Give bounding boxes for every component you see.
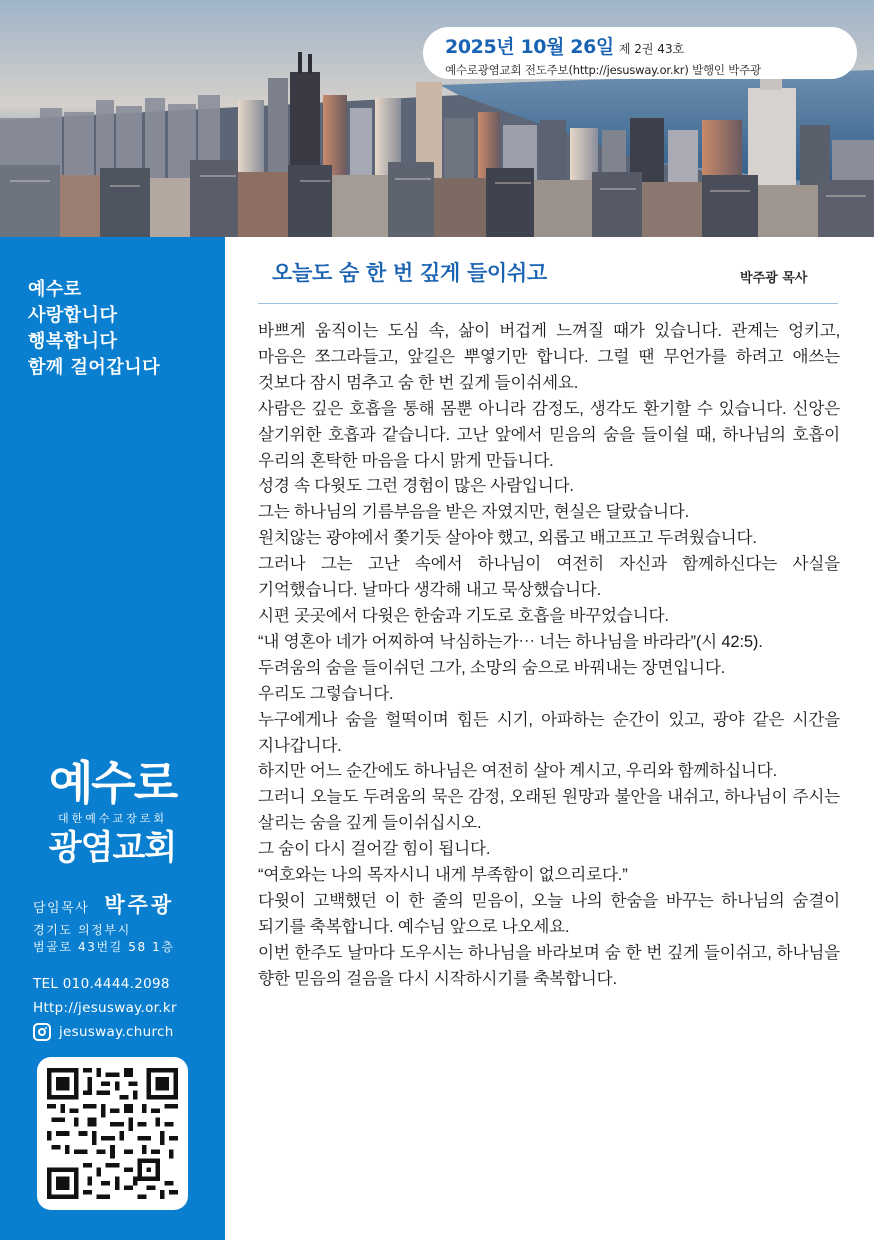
article-paragraph: 그는 하나님의 기름부음을 받은 자였지만, 현실은 달랐습니다. (258, 502, 690, 522)
slogan (28, 277, 160, 381)
article-body (258, 318, 840, 992)
slogan-line: 행복합니다 (28, 331, 118, 352)
qr-code-icon (47, 1068, 178, 1199)
church-logo (20, 757, 205, 869)
article-paragraph: 그러나 그는 고난 속에서 하나님이 여전히 자신과 함께하신다는 사실을 기억했습니다. 날마다 생각해 내고 묵상했습니다. (258, 554, 840, 600)
issue-date: 2025년 10월 26일 (445, 36, 614, 58)
pastor-label: 담임목사 (33, 901, 90, 916)
instagram-icon (33, 1023, 51, 1041)
header-photo (0, 0, 874, 237)
article-paragraph: 원치않는 광야에서 쫓기듯 살아야 했고, 외롭고 배고프고 두려웠습니다. (258, 528, 757, 548)
website-link[interactable]: Http://jesusway.or.kr (33, 1000, 177, 1016)
article-paragraph: 우리도 그렇습니다. (258, 683, 394, 703)
church-address (33, 922, 175, 956)
article-paragraph: 누구에게나 숨을 헐떡이며 힘든 시기, 아파하는 순간이 있고, 광야 같은 시간을 지나갑니다. (258, 709, 840, 755)
article-paragraph: “여호와는 나의 목자시니 내게 부족함이 없으리로다.” (258, 865, 628, 885)
header-info-pill (423, 27, 857, 79)
slogan-line: 예수로 (28, 279, 82, 300)
article-paragraph: 하지만 어느 순간에도 하나님은 여전히 살아 계시고, 우리와 함께하십니다. (258, 761, 777, 781)
article-paragraph: 그러니 오늘도 두려움의 묵은 감정, 오래된 원망과 불안을 내쉬고, 하나님이 주시는 살리는 숨을 깊게 들이쉬십시오. (258, 787, 840, 833)
slogan-line: 사랑합니다 (28, 305, 118, 326)
slogan-line: 함께 걸어갑니다 (28, 357, 160, 378)
address-line: 경기도 의정부시 (33, 923, 131, 937)
article-paragraph: 그 숨이 다시 걸어갈 힘이 됩니다. (258, 839, 491, 859)
article-title: 오늘도 숨 한 번 깊게 들이쉬고 (272, 261, 547, 285)
article-paragraph: 이번 한주도 날마다 도우시는 하나님을 바라보며 숨 한 번 깊게 들이쉬고, 하나님을 향한 믿음의 걸음을 다시 시작하시기를 축복합니다. (258, 942, 840, 988)
article-paragraph: 두려움의 숨을 들이쉬던 그가, 소망의 숨으로 바꿔내는 장면입니다. (258, 657, 726, 677)
logo-denomination: 대한예수교장로회 (57, 812, 167, 825)
instagram-link[interactable] (33, 1020, 177, 1044)
pastor-name: 박주광 (104, 893, 175, 917)
logo-line-1: 예수로 (48, 756, 177, 810)
article-paragraph: 바쁘게 움직이는 도심 속, 삶이 버겁게 느껴질 때가 있습니다. 관계는 엉키고, 마음은 쪼그라들고, 앞길은 뿌옇기만 합니다. 그럴 땐 무언가를 하려고 애쓰는 것보다 잠시 멈추고 숨 한 번 깊게 들이쉬세요. (258, 321, 840, 392)
contact-info (33, 972, 177, 1044)
pastor-info (33, 889, 174, 919)
article-paragraph: 다윗이 고백했던 이 한 줄의 믿음이, 오늘 나의 한숨을 바꾸는 하나님의 숨결이 되기를 축복합니다. 예수님 앞으로 나오세요. (258, 890, 840, 936)
address-line: 범골로 43번길 58 1층 (33, 940, 175, 954)
article-paragraph: 사람은 깊은 호흡을 통해 몸뿐 아니라 감정도, 생각도 환기할 수 있습니다. 신앙은 살기위한 호흡과 같습니다. 고난 앞에서 믿음의 숨을 들이쉴 때, 하나님의 호흡이 우리의 혼탁한 마음을 다시 맑게 만듭니다. (258, 398, 840, 470)
article-author: 박주광 목사 (740, 271, 808, 286)
article-paragraph: “내 영혼아 네가 어찌하여 낙심하는가⋯ 너는 하나님을 바라라”(시 42:5). (258, 631, 763, 651)
publisher-line: 예수로광염교회 전도주보(http://jesusway.or.kr) 발행인 박주광 (445, 63, 761, 77)
article-paragraph: 성경 속 다윗도 그런 경험이 많은 사람입니다. (258, 476, 574, 496)
issue-number: 제 2권 43호 (618, 42, 685, 56)
instagram-handle: jesusway.church (59, 1024, 174, 1040)
sidebar (0, 237, 225, 1240)
phone-number: TEL 010.4444.2098 (33, 976, 170, 992)
article-paragraph: 시편 곳곳에서 다윗은 한숨과 기도로 호흡을 바꾸었습니다. (258, 605, 669, 625)
qr-code-card[interactable] (37, 1057, 188, 1210)
title-divider (258, 303, 838, 304)
logo-line-2: 광염교회 (48, 828, 177, 868)
